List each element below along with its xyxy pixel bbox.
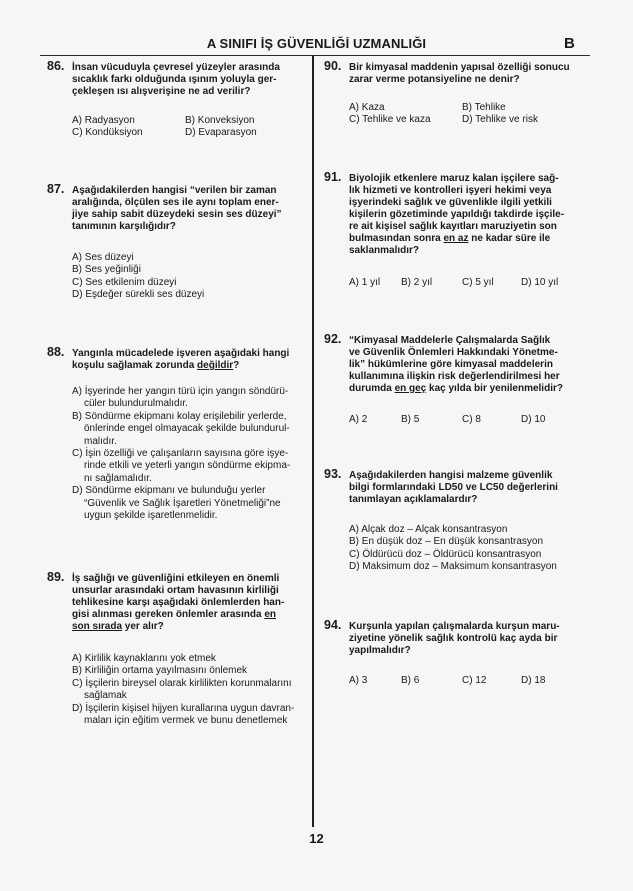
question-text [349, 62, 570, 86]
option-c[interactable]: C) 8 [462, 414, 481, 425]
question-line: Kurşunla yapılan çalışmalarda kurşun maru- [349, 621, 560, 632]
question-number: 89. [47, 570, 65, 584]
column-divider [312, 55, 314, 827]
option-b[interactable]: B) Ses yeğinliği [72, 264, 141, 276]
question-line: bulmasından sonra en az ne kadar süre ile [349, 233, 551, 244]
question-text [72, 573, 284, 633]
question-line: Aşağıdakilerden hangisi “verilen bir zaman [72, 185, 277, 196]
options-89 [72, 653, 310, 727]
option-b[interactable]: B) 6 [401, 675, 420, 686]
question-line: re ait kişisel sağlık kayıtları maruziyetin son [349, 221, 557, 232]
options-86 [72, 115, 315, 140]
question-line: Aşağıdakilerden hangisi malzeme güvenlik [349, 470, 553, 481]
options-93 [349, 524, 557, 574]
question-number: 93. [324, 467, 342, 481]
page-number: 12 [309, 831, 324, 846]
option-a[interactable]: A) Ses düzeyi [72, 252, 134, 263]
question-text [72, 348, 289, 372]
option-c[interactable]: C) Tehlike ve kaza [349, 114, 431, 126]
question-line: lık hizmeti ve kontrolleri işyeri hekimi veya [349, 185, 552, 196]
option-c[interactable]: C) Ses etkilenim düzeyi [72, 276, 177, 288]
option-c[interactable]: C) İşçilerin bireysel olarak kirlilikten korunmalarını sağlamak [72, 677, 292, 702]
question-text [349, 470, 558, 506]
question-text [72, 185, 282, 233]
emphasis-underline: son sırada [72, 621, 123, 632]
question-number: 91. [324, 170, 342, 184]
option-b[interactable]: B) En düşük doz – En düşük konsantrasyon [349, 536, 544, 548]
booklet-letter: B [564, 35, 575, 52]
question-line: aralığında, ölçülen ses ile aynı toplam ener- [72, 197, 279, 208]
option-b[interactable]: B) 2 yıl [401, 277, 433, 288]
option-b[interactable]: B) 5 [401, 414, 420, 425]
question-number: 86. [47, 59, 65, 73]
options-90 [349, 102, 592, 127]
option-b[interactable]: B) Tehlike [462, 102, 506, 113]
question-line: Bir kimyasal maddenin yapısal özelliği sonucu [349, 62, 570, 73]
question-line: tehlikesine karşı aşağıdaki önlemlerden han- [72, 597, 285, 608]
option-c[interactable]: C) Kondüksiyon [72, 127, 143, 139]
question-line: ziyetine yönelik sağlık kontrolü kaç ayda bir [349, 633, 558, 644]
question-line: çekleşen ısı alışverişine ne ad verilir? [72, 86, 251, 97]
question-text [72, 62, 280, 98]
question-line: işyerindeki sağlık ve güvenlikle ilgili yetkili [349, 197, 552, 208]
option-b[interactable]: B) Kirliliğin ortama yayılmasını önlemek [72, 665, 248, 677]
question-line: jiye sahip sabit düzeydeki sesin ses düzeyi” [72, 209, 282, 220]
question-line: zarar verme potansiyeline ne denir? [349, 74, 520, 85]
question-line: sıcaklık farkı olduğunda ışınım yoluyla ger- [72, 74, 277, 85]
emphasis-underline: en [264, 609, 276, 620]
question-line: saklanmalıdır? [349, 245, 420, 256]
emphasis-underline: en geç [394, 383, 427, 394]
question-text [349, 173, 564, 257]
question-line: tanımlayan açıklamalardır? [349, 494, 478, 505]
option-a[interactable]: A) Alçak doz – Alçak konsantrasyon [349, 524, 508, 535]
option-d[interactable]: D) Söndürme ekipmanı ve bulunduğu yerler “Güvenlik ve Sağlık İşaretleri Yönetmeliği”ne uygun şekilde işaretlenmelidir. [72, 485, 281, 522]
question-line: “Kimyasal Maddelerle Çalışmalarda Sağlık [349, 335, 551, 346]
option-a[interactable]: A) İşyerinde her yangın türü için yangın söndürü- cüler bulundurulmalıdır. [72, 386, 289, 410]
question-number: 90. [324, 59, 342, 73]
question-number: 92. [324, 332, 342, 346]
question-text [349, 621, 560, 657]
option-a[interactable]: A) 2 [349, 414, 368, 425]
question-line: lik” hükümlerine göre kimyasal maddelerin [349, 359, 553, 370]
question-number: 88. [47, 345, 65, 359]
option-b[interactable]: B) Söndürme ekipmanı kolay erişilebilir yerlerde, önlerinde engel olmayacak şekilde bulundurul- malıdır. [72, 410, 290, 447]
header-rule [40, 55, 590, 56]
question-line: İnsan vücuduyla çevresel yüzeyler arasında [72, 62, 280, 73]
question-text [349, 335, 563, 395]
option-a[interactable]: A) 1 yıl [349, 277, 381, 288]
question-line: tanımının karşılığıdır? [72, 221, 176, 232]
question-line: ve Güvenlik Önlemleri Hakkındaki Yönetme- [349, 347, 558, 358]
option-c[interactable]: C) 12 [462, 675, 487, 686]
option-d[interactable]: D) Maksimum doz – Maksimum konsantrasyon [349, 561, 557, 573]
emphasis-underline: değildir [197, 360, 234, 371]
option-d[interactable]: D) 18 [521, 675, 546, 686]
question-line: kişilerin gözetiminde yapıldığı takdirde işçile- [349, 209, 565, 220]
option-a[interactable]: A) Kaza [349, 102, 385, 113]
question-line: bilgi formlarındaki LD50 ve LC50 değerlerini [349, 482, 558, 493]
question-line: yapılmalıdır? [349, 645, 411, 656]
option-a[interactable]: A) 3 [349, 675, 368, 686]
option-d[interactable]: D) 10 yıl [521, 277, 559, 288]
question-number: 94. [324, 618, 342, 632]
option-d[interactable]: D) Tehlike ve risk [462, 114, 538, 126]
exam-title: A SINIFI İŞ GÜVENLİĞİ UZMANLIĞI [206, 36, 427, 51]
option-a[interactable]: A) Kirlilik kaynaklarını yok etmek [72, 653, 216, 664]
option-d[interactable]: D) Evaparasyon [185, 127, 257, 139]
question-line: kullanımına ilişkin risk değerlendirilmesi her [349, 371, 560, 382]
option-d[interactable]: D) Eşdeğer sürekli ses düzeyi [72, 289, 205, 301]
option-a[interactable]: A) Radyasyon [72, 115, 135, 126]
options-88 [72, 386, 310, 522]
question-line: koşulu sağlamak zorunda değildir? [72, 360, 240, 371]
question-line: İş sağlığı ve güvenliğini etkileyen en önemli [72, 573, 280, 584]
emphasis-underline: en az [443, 233, 469, 244]
option-c[interactable]: C) 5 yıl [462, 277, 494, 288]
question-line: Yangınla mücadelede işveren aşağıdaki hangi [72, 348, 290, 359]
option-c[interactable]: C) İşin özelliği ve çalışanların sayısına göre işye- rinde etkili ve yeterli yangın söndürme ekipma- nı sağlamalıdır. [72, 448, 291, 484]
option-d[interactable]: D) İşçilerin kişisel hijyen kurallarına uygun davran- maları için eğitim vermek ve bunu denetlemek [72, 702, 295, 727]
question-line: unsurlar arasındaki ortam havasının kirliliği [72, 585, 279, 596]
question-line: Biyolojik etkenlere maruz kalan işçilere sağ- [349, 173, 559, 184]
option-d[interactable]: D) 10 [521, 414, 546, 425]
question-line: son sırada yer alır? [72, 621, 164, 632]
question-number: 87. [47, 182, 65, 196]
option-c[interactable]: C) Öldürücü doz – Öldürücü konsantrasyon [349, 548, 542, 560]
options-87 [72, 252, 204, 302]
option-b[interactable]: B) Konveksiyon [185, 115, 255, 126]
question-line: durumda en geç kaç yılda bir yenilenmelidir? [349, 383, 563, 394]
question-line: gisi alınması gereken önlemler arasında en [72, 609, 276, 620]
